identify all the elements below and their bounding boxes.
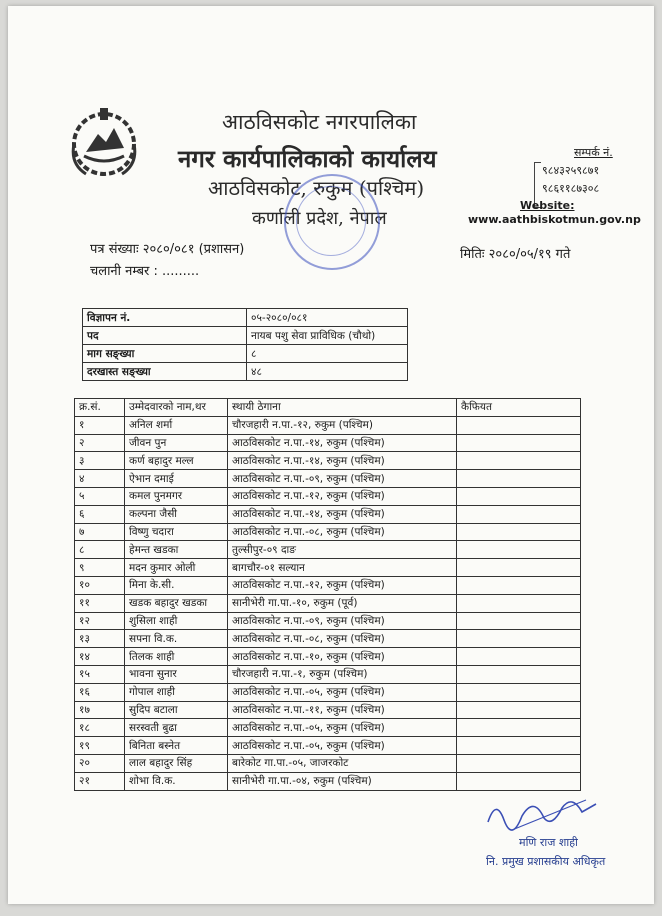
table-row (75, 630, 581, 648)
signatory-name: मणि राज शाही (519, 836, 578, 849)
cell-remarks (457, 487, 581, 505)
table-row (75, 612, 581, 630)
candidate-table-body (75, 416, 581, 790)
contact-block (542, 144, 613, 198)
cell-candidate-name: मदन कुमार ओली (125, 559, 228, 577)
cell-candidate-name: अनिल शर्मा (125, 416, 228, 434)
cell-serial: ५ (75, 487, 125, 505)
cell-address: आठविसकोट न.पा.-०९, रुकुम (पश्चिम) (228, 612, 457, 630)
signatory-title: नि. प्रमुख प्रशासकीय अधिकृत (486, 855, 606, 868)
letter-date: मितिः २०८०/०५/१९ गते (460, 247, 571, 262)
table-row (75, 434, 581, 452)
cell-serial: ४ (75, 470, 125, 488)
cell-remarks (457, 434, 581, 452)
cell-serial: १ (75, 416, 125, 434)
cell-serial: ७ (75, 523, 125, 541)
cell-remarks (457, 576, 581, 594)
phone-number: ९८६११८७३०८ (542, 182, 600, 195)
cell-candidate-name: बिनिता बस्नेत (125, 737, 228, 755)
table-row (75, 505, 581, 523)
cell-address: आठविसकोट न.पा.-०८, रुकुम (पश्चिम) (228, 523, 457, 541)
column-header-name: उम्मेदवारको नाम,थर (125, 399, 228, 417)
cell-address: सानीभेरी गा.पा.-१०, रुकुम (पूर्व) (228, 594, 457, 612)
cell-candidate-name: हेमन्त खडका (125, 541, 228, 559)
cell-serial: १६ (75, 683, 125, 701)
cell-serial: ८ (75, 541, 125, 559)
cell-address: आठविसकोट न.पा.-०५, रुकुम (पश्चिम) (228, 737, 457, 755)
vacancy-row (83, 327, 408, 345)
cell-candidate-name: शोभा वि.क. (125, 772, 228, 790)
cell-address: बारेकोट गा.पा.-०५, जाजरकोट (228, 754, 457, 772)
vacancy-row (83, 309, 408, 327)
cell-address: तुल्सीपुर-०९ दाङ (228, 541, 457, 559)
cell-candidate-name: सपना वि.क. (125, 630, 228, 648)
cell-candidate-name: कर्ण बहादुर मल्ल (125, 452, 228, 470)
vacancy-table (82, 308, 408, 381)
cell-remarks (457, 648, 581, 666)
cell-address: आठविसकोट न.पा.-१२, रुकुम (पश्चिम) (228, 576, 457, 594)
cell-serial: १२ (75, 612, 125, 630)
candidate-table (74, 398, 581, 791)
vacancy-row (83, 345, 408, 363)
table-row (75, 737, 581, 755)
cell-remarks (457, 754, 581, 772)
cell-serial: १९ (75, 737, 125, 755)
cell-candidate-name: लाल बहादुर सिंह (125, 754, 228, 772)
cell-serial: १० (75, 576, 125, 594)
cell-address: आठविसकोट न.पा.-१२, रुकुम (पश्चिम) (228, 487, 457, 505)
table-row (75, 559, 581, 577)
cell-candidate-name: गोपाल शाही (125, 683, 228, 701)
website-url[interactable]: www.aathbiskotmun.gov.np (468, 213, 641, 226)
cell-serial: १८ (75, 719, 125, 737)
cell-serial: ६ (75, 505, 125, 523)
cell-candidate-name: खडक बहादुर खडका (125, 594, 228, 612)
cell-remarks (457, 630, 581, 648)
cell-address: आठविसकोट न.पा.-०९, रुकुम (पश्चिम) (228, 470, 457, 488)
vacancy-value: ८ (247, 345, 408, 363)
cell-candidate-name: तिलक शाही (125, 648, 228, 666)
document-page (8, 6, 654, 904)
cell-serial: २० (75, 754, 125, 772)
cell-address: चौरजहारी न.पा.-१२, रुकुम (पश्चिम) (228, 416, 457, 434)
cell-serial: २१ (75, 772, 125, 790)
cell-serial: १३ (75, 630, 125, 648)
vacancy-value: ०५-२०८०/०८१ (247, 309, 408, 327)
table-row (75, 701, 581, 719)
table-row (75, 719, 581, 737)
cell-serial: ३ (75, 452, 125, 470)
vacancy-label: माग सङ्ख्या (83, 345, 247, 363)
vacancy-value: नायब पशु सेवा प्राविधिक (चौथो) (247, 327, 408, 345)
handwritten-signature (482, 792, 602, 836)
vacancy-label: विज्ञापन नं. (83, 309, 247, 327)
office-stamp (284, 174, 380, 270)
cell-address: आठविसकोट न.पा.-०५, रुकुम (पश्चिम) (228, 683, 457, 701)
table-row (75, 487, 581, 505)
cell-serial: १७ (75, 701, 125, 719)
table-row (75, 594, 581, 612)
office-location: आठविसकोट, रुकुम (पश्चिम) (208, 176, 425, 200)
cell-candidate-name: कल्पना जैसी (125, 505, 228, 523)
website-label: Website: (520, 199, 575, 212)
cell-candidate-name: भावना सुनार (125, 665, 228, 683)
office-stamp-inner-ring (296, 186, 366, 256)
table-row (75, 754, 581, 772)
cell-serial: २ (75, 434, 125, 452)
vacancy-label: दरखास्त सङ्ख्या (83, 363, 247, 381)
cell-address: आठविसकोट न.पा.-१४, रुकुम (पश्चिम) (228, 505, 457, 523)
cell-remarks (457, 470, 581, 488)
cell-remarks (457, 612, 581, 630)
cell-candidate-name: विष्णु चदारा (125, 523, 228, 541)
table-row (75, 452, 581, 470)
cell-address: आठविसकोट न.पा.-०५, रुकुम (पश्चिम) (228, 719, 457, 737)
cell-address: सानीभेरी गा.पा.-०४, रुकुम (पश्चिम) (228, 772, 457, 790)
cell-address: आठविसकोट न.पा.-११, रुकुम (पश्चिम) (228, 701, 457, 719)
office-name: नगर कार्यपालिकाको कार्यालय (178, 144, 437, 173)
column-header-serial: क्र.सं. (75, 399, 125, 417)
cell-serial: ११ (75, 594, 125, 612)
contact-title: सम्पर्क नं. (574, 146, 613, 159)
vacancy-row (83, 363, 408, 381)
cell-candidate-name: मिना के.सी. (125, 576, 228, 594)
table-row (75, 772, 581, 790)
cell-remarks (457, 665, 581, 683)
table-row (75, 576, 581, 594)
cell-candidate-name: जीवन पुन (125, 434, 228, 452)
cell-remarks (457, 737, 581, 755)
table-row (75, 470, 581, 488)
table-row (75, 416, 581, 434)
cell-candidate-name: सुदिप बटाला (125, 701, 228, 719)
table-row (75, 683, 581, 701)
cell-remarks (457, 505, 581, 523)
cell-address: बागचौर-०१ सल्यान (228, 559, 457, 577)
table-row (75, 523, 581, 541)
cell-remarks (457, 559, 581, 577)
cell-remarks (457, 683, 581, 701)
vacancy-label: पद (83, 327, 247, 345)
cell-candidate-name: कमल पुनमगर (125, 487, 228, 505)
table-header-row (75, 399, 581, 417)
cell-remarks (457, 701, 581, 719)
cell-address: आठविसकोट न.पा.-१४, रुकुम (पश्चिम) (228, 452, 457, 470)
cell-candidate-name: शुसिला शाही (125, 612, 228, 630)
table-row (75, 541, 581, 559)
cell-address: आठविसकोट न.पा.-१४, रुकुम (पश्चिम) (228, 434, 457, 452)
dispatch-number: चलानी नम्बर : ......... (90, 264, 200, 279)
cell-remarks (457, 523, 581, 541)
cell-address: आठविसकोट न.पा.-०८, रुकुम (पश्चिम) (228, 630, 457, 648)
vacancy-value: ४८ (247, 363, 408, 381)
cell-serial: १५ (75, 665, 125, 683)
column-header-address: स्थायी ठेगाना (228, 399, 457, 417)
table-row (75, 648, 581, 666)
cell-candidate-name: ऐभान दमाई (125, 470, 228, 488)
letter-reference: पत्र संख्याः २०८०/०८१ (प्रशासन) (90, 242, 245, 257)
cell-address: चौरजहारी न.पा.-१, रुकुम (पश्चिम) (228, 665, 457, 683)
phone-number: ९८४३२५९८७१ (542, 164, 600, 177)
nepal-emblem-icon (66, 104, 142, 182)
column-header-remarks: कैफियत (457, 399, 581, 417)
province-name: कर्णाली प्रदेश, नेपाल (252, 208, 387, 229)
cell-serial: ९ (75, 559, 125, 577)
cell-remarks (457, 541, 581, 559)
cell-remarks (457, 452, 581, 470)
cell-candidate-name: सरस्वती बुढा (125, 719, 228, 737)
cell-remarks (457, 719, 581, 737)
table-row (75, 665, 581, 683)
cell-remarks (457, 416, 581, 434)
cell-remarks (457, 594, 581, 612)
cell-address: आठविसकोट न.पा.-१०, रुकुम (पश्चिम) (228, 648, 457, 666)
cell-serial: १४ (75, 648, 125, 666)
municipality-name: आठविसकोट नगरपालिका (222, 110, 417, 134)
cell-remarks (457, 772, 581, 790)
